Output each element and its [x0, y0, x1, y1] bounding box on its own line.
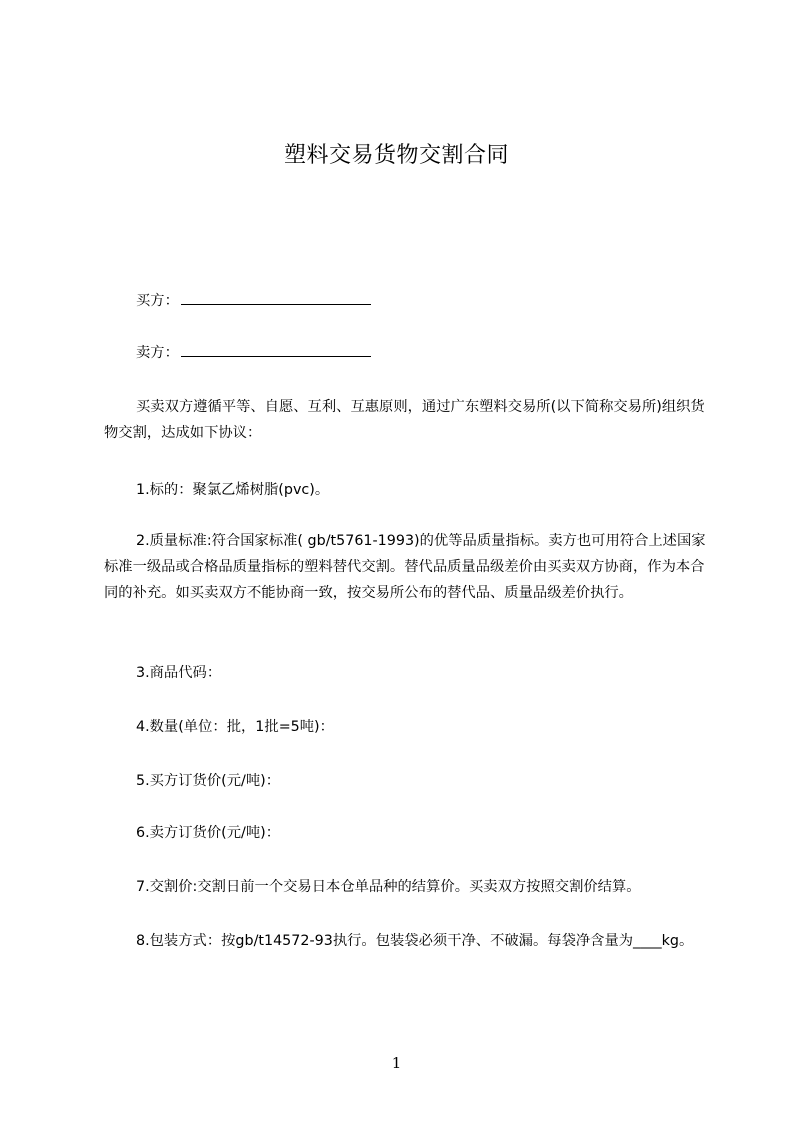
document-title: 塑料交易货物交割合同: [283, 143, 509, 168]
clause-6: 6.卖方订货价(元/吨)：: [136, 825, 280, 841]
buyer-label: 买方：: [136, 293, 179, 309]
page-number: 1: [391, 1054, 402, 1072]
clause-7: 7.交割价:交割日前一个交易日本仓单品种的结算价。买卖双方按照交割价结算。: [136, 879, 641, 895]
buyer-line: [104, 288, 712, 314]
seller-label: 卖方：: [136, 345, 179, 361]
intro-paragraph: 买卖双方遵循平等、自愿、互利、互惠原则，通过广东塑料交易所(以下简称交易所)组织货物交割，达成如下协议：: [104, 399, 705, 441]
clause-2: 2.质量标准:符合国家标准( gb/t5761-1993)的优等品质量指标。卖方也可用符合上述国家标准一级品或合格品质量指标的塑料替代交割。替代品质量品级差价由买卖双方协商，作为本合同的补充。如买卖双方不能协商一致，按交易所公布的替代品、质量品级差价执行。: [104, 533, 706, 601]
clause-5: 5.买方订货价(元/吨)：: [136, 773, 280, 789]
clause-1: 1.标的：聚氯乙烯树脂(pvc)。: [136, 482, 330, 498]
seller-blank: [181, 342, 371, 357]
seller-line: [104, 340, 712, 366]
clause-4: 4.数量(单位：批，1批=5吨)：: [136, 719, 334, 735]
buyer-blank: [181, 290, 371, 305]
clause-3: 3.商品代码：: [136, 665, 222, 681]
clause-8: 8.包装方式：按gb/t14572-93执行。包装袋必须干净、不破漏。每袋净含量为____kg。: [136, 933, 694, 949]
